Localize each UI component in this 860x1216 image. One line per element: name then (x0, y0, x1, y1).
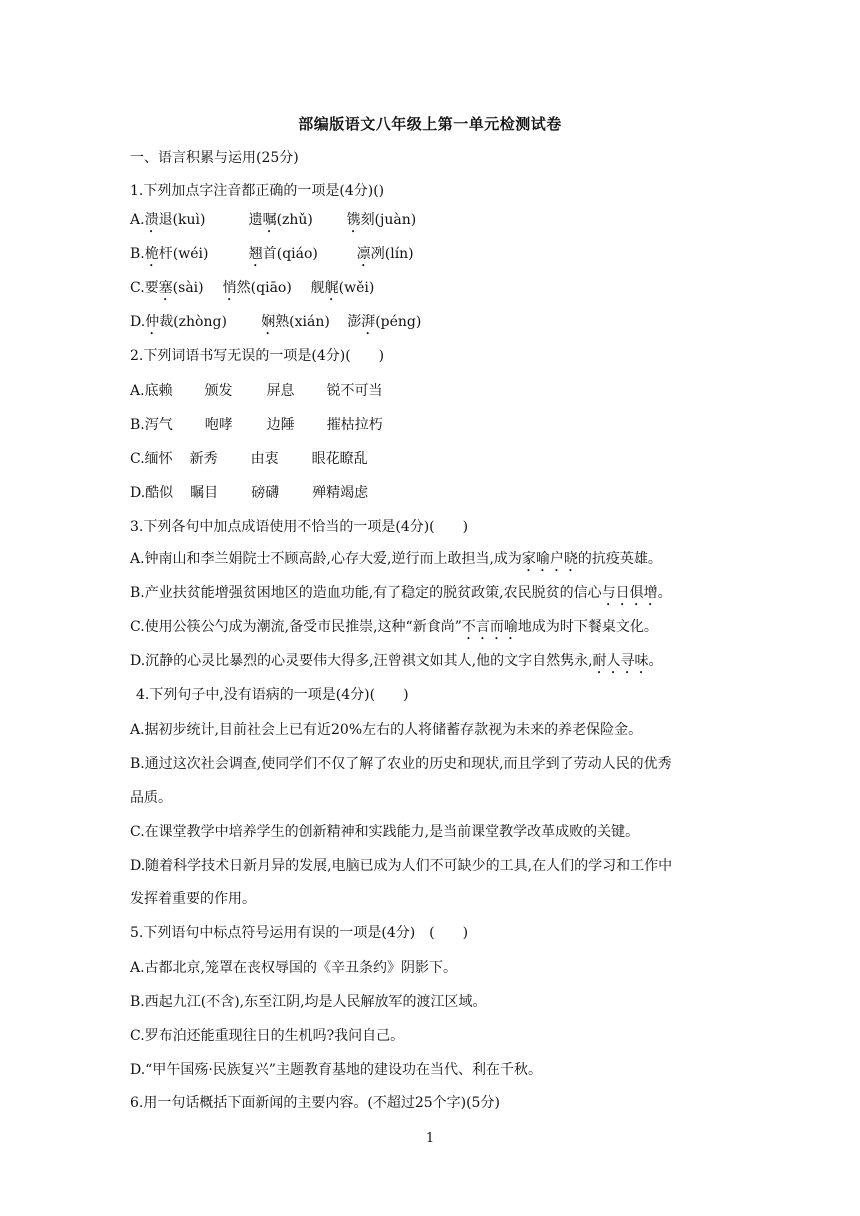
q1-d-item-1: 仲裁(zhòng) (145, 314, 227, 330)
q4-option-d-line1: D.随着科学技术日新月异的发展,电脑已成为人们不可缺少的工具,在人们的学习和工作中 (130, 858, 673, 874)
q4-option-c: C.在课堂教学中培养学生的创新精神和实践能力,是当前课堂教学改革成败的关键。 (130, 824, 640, 840)
q3-option-c: C.使用公筷公勺成为潮流,备受市民推崇,这种“新食尚”不言而喻地成为时下餐桌文化。 (130, 619, 658, 635)
q2-option-c: C.缅怀 新秀 由衷 眼花瞭乱 (130, 451, 368, 467)
q1-b-item-1: 桅杆(wéi) (144, 246, 209, 262)
q1-stem: 1.下列加点字注音都正确的一项是(4分)() (130, 183, 385, 199)
q4-option-b-line2: 品质。 (130, 790, 172, 806)
q1-d-item-3: 澎湃(péng) (347, 314, 422, 330)
q5-stem: 5.下列语句中标点符号运用有误的一项是(4分) ( ) (130, 925, 469, 941)
emphasis-dot-char: 凛 (356, 246, 371, 262)
emphasis-dot-char: 仲 (145, 314, 160, 330)
emphasis-dot-char: 湃 (361, 314, 376, 330)
q1-option-b: B.桅杆(wéi) 翘首(qiáo) 凛冽(lín) (130, 245, 730, 270)
emphasis-dot-char: 艉 (324, 280, 339, 296)
emphasis-dot-idiom: 家喻户晓 (521, 551, 578, 567)
emphasis-dot-idiom: 不言而喻 (461, 619, 518, 635)
emphasis-dot-char: 娴 (261, 314, 276, 330)
q3-option-a: A.钟南山和李兰娟院士不顾高龄,心存大爱,逆行而上敢担当,成为家喻户晓的抗疫英雄。 (130, 551, 662, 567)
q1-c-item-2: 悄然(qiāo) (222, 280, 292, 296)
q1-d-item-2: 娴熟(xián) (261, 314, 330, 330)
q4-stem: 4.下列句子中,没有语病的一项是(4分)( ) (136, 687, 409, 703)
q4-option-a: A.据初步统计,目前社会上已有近20%左右的人将储蓄存款视为未来的养老保险金。 (130, 722, 643, 738)
q1-a-item-1: 溃退(kuì) (144, 212, 206, 228)
q2-stem: 2.下列词语书写无误的一项是(4分)( ) (130, 348, 385, 364)
q5-option-c: C.罗布泊还能重现往日的生机吗?我问自己。 (130, 1028, 405, 1044)
q2-option-b: B.泻气 咆哮 边陲 摧枯拉朽 (130, 417, 383, 433)
q3-option-b: B.产业扶贫能增强贫困地区的造血功能,有了稳定的脱贫政策,农民脱贫的信心与日俱增。 (130, 585, 672, 601)
q1-b-item-3: 凛冽(lín) (356, 246, 414, 262)
q3-stem: 3.下列各句中加点成语使用不恰当的一项是(4分)( ) (130, 519, 469, 535)
emphasis-dot-idiom: 耐人寻味 (592, 653, 649, 669)
q1-a-item-2: 遗嘱(zhǔ) (248, 212, 313, 228)
emphasis-dot-char: 翘 (248, 246, 263, 262)
emphasis-dot-char: 镌 (346, 212, 361, 228)
q1-option-d: D.仲裁(zhòng) 娴熟(xián) 澎湃(péng) (130, 313, 730, 338)
q1-c-item-1: 要塞(sài) (144, 280, 204, 296)
q1-option-c: C.要塞(sài) 悄然(qiāo) 舰艉(wěi) (130, 279, 730, 304)
emphasis-dot-char: 塞 (158, 280, 173, 296)
q2-option-a: A.底赖 颁发 屏息 锐不可当 (130, 383, 383, 399)
page-number: 1 (425, 1131, 435, 1146)
q5-option-a: A.古都北京,笼罩在丧权辱国的《辛丑条约》阴影下。 (130, 960, 458, 976)
q1-option-a: A.溃退(kuì) 遗嘱(zhǔ) 镌刻(juàn) (130, 211, 730, 236)
emphasis-dot-idiom: 与日俱增 (601, 585, 658, 601)
q3-option-d: D.沉静的心灵比暴烈的心灵要伟大得多,汪曾祺文如其人,他的文字自然隽永,耐人寻味。 (130, 653, 663, 669)
q4-option-d-line2: 发挥着重要的作用。 (130, 891, 256, 907)
emphasis-dot-char: 悄 (222, 280, 237, 296)
q1-c-item-3: 舰艉(wěi) (310, 280, 375, 296)
emphasis-dot-char: 溃 (144, 212, 159, 228)
q1-a-item-3: 镌刻(juàn) (346, 212, 417, 228)
q5-option-d: D.“甲午国殇·民族复兴”主题教育基地的建设功在当代、利在千秋。 (130, 1062, 542, 1078)
q4-option-b-line1: B.通过这次社会调查,使同学们不仅了解了农业的历史和现状,而且学到了劳动人民的优秀 (130, 756, 672, 772)
q1-b-item-2: 翘首(qiáo) (248, 246, 318, 262)
emphasis-dot-char: 嘱 (262, 212, 277, 228)
section-heading: 一、语言积累与运用(25分) (130, 150, 299, 166)
q5-option-b: B.西起九江(不含),东至江阴,均是人民解放军的渡江区域。 (130, 994, 487, 1010)
q2-option-d: D.酷似 瞩目 磅礴 殚精竭虑 (130, 485, 369, 501)
exam-title: 部编版语文八年级上第一单元检测试卷 (298, 115, 562, 133)
q6-stem: 6.用一句话概括下面新闻的主要内容。(不超过25个字)(5分) (130, 1095, 500, 1111)
emphasis-dot-char: 桅 (144, 246, 159, 262)
